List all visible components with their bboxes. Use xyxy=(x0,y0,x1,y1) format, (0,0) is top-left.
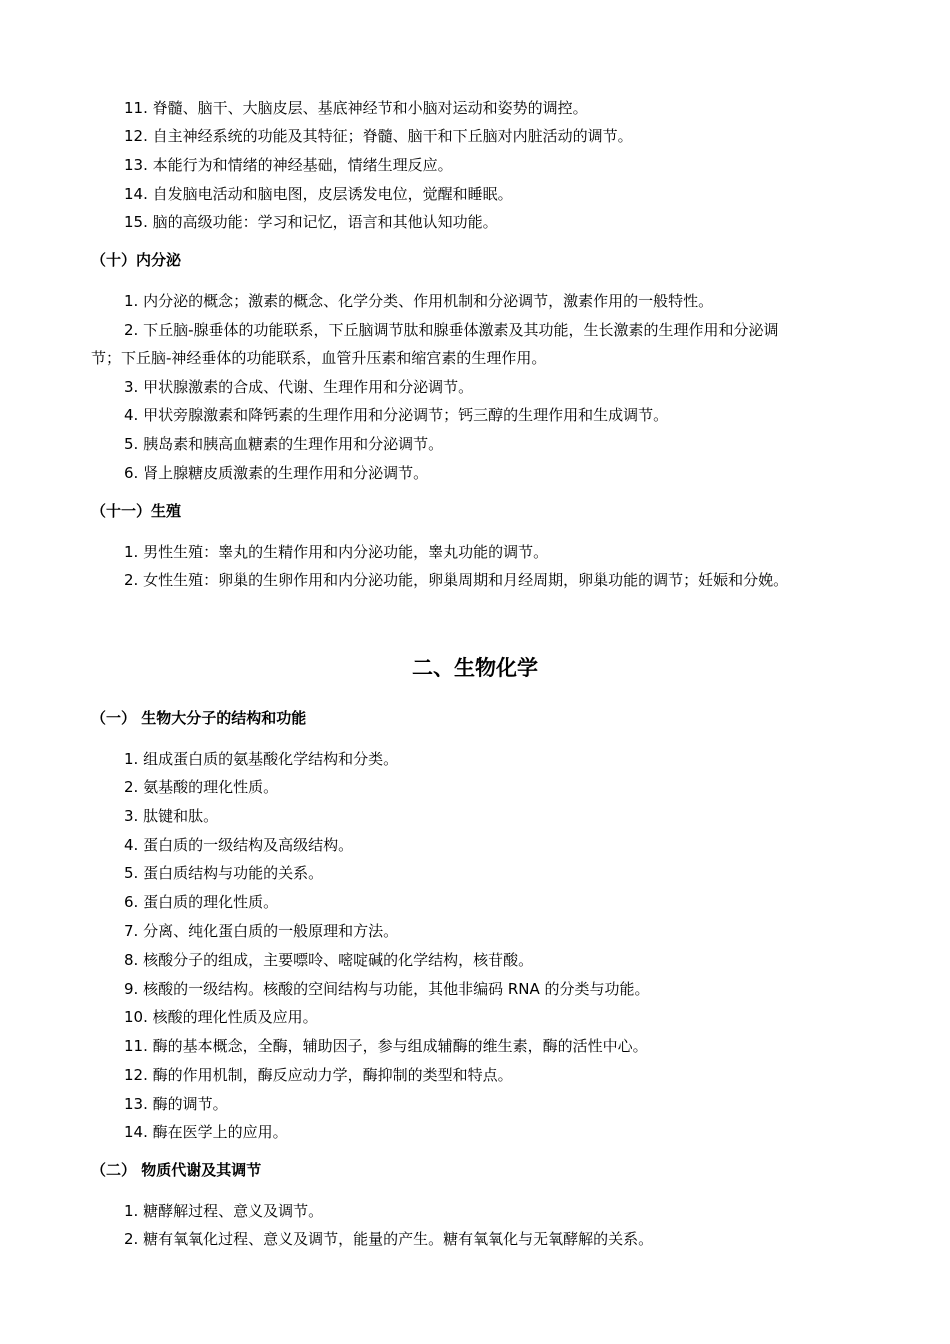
list-item: 12. 酶的作用机制，酶反应动力学，酶抑制的类型和特点。 xyxy=(124,1066,513,1084)
list-item: 1. 糖酵解过程、意义及调节。 xyxy=(124,1202,324,1220)
list-item: 5. 胰岛素和胰高血糖素的生理作用和分泌调节。 xyxy=(124,435,444,453)
list-item-continuation: 节；下丘脑-神经垂体的功能联系，血管升压素和缩宫素的生理作用。 xyxy=(91,349,547,367)
endocrine-heading: （十）内分泌 xyxy=(91,251,182,269)
list-item: 15. 脑的高级功能：学习和记忆，语言和其他认知功能。 xyxy=(124,213,498,231)
macromolecules-heading: （一） 生物大分子的结构和功能 xyxy=(91,709,307,727)
list-item: 1. 内分泌的概念；激素的概念、化学分类、作用机制和分泌调节，激素作用的一般特性。 xyxy=(124,292,714,310)
reproduction-heading: （十一）生殖 xyxy=(91,502,182,520)
section-title: 二、生物化学 xyxy=(412,656,538,680)
list-item: 2. 氨基酸的理化性质。 xyxy=(124,778,279,796)
list-item: 6. 蛋白质的理化性质。 xyxy=(124,893,279,911)
list-item: 10. 核酸的理化性质及应用。 xyxy=(124,1008,318,1026)
list-item: 4. 蛋白质的一级结构及高级结构。 xyxy=(124,836,354,854)
list-item: 14. 酶在医学上的应用。 xyxy=(124,1123,288,1141)
list-item: 11. 酶的基本概念，全酶，辅助因子，参与组成辅酶的维生素，酶的活性中心。 xyxy=(124,1037,648,1055)
list-item: 9. 核酸的一级结构。核酸的空间结构与功能，其他非编码 RNA 的分类与功能。 xyxy=(124,980,650,998)
metabolism-heading: （二） 物质代谢及其调节 xyxy=(91,1161,262,1179)
list-item: 4. 甲状旁腺激素和降钙素的生理作用和分泌调节；钙三醇的生理作用和生成调节。 xyxy=(124,406,669,424)
list-item: 3. 肽键和肽。 xyxy=(124,807,219,825)
list-item: 13. 本能行为和情绪的神经基础，情绪生理反应。 xyxy=(124,156,453,174)
list-item: 11. 脊髓、脑干、大脑皮层、基底神经节和小脑对运动和姿势的调控。 xyxy=(124,99,588,117)
list-item: 1. 男性生殖：睾丸的生精作用和内分泌功能，睾丸功能的调节。 xyxy=(124,543,549,561)
list-item: 3. 甲状腺激素的合成、代谢、生理作用和分泌调节。 xyxy=(124,378,474,396)
list-item: 2. 糖有氧氧化过程、意义及调节，能量的产生。糖有氧氧化与无氧酵解的关系。 xyxy=(124,1230,654,1248)
list-item: 13. 酶的调节。 xyxy=(124,1095,228,1113)
list-item: 1. 组成蛋白质的氨基酸化学结构和分类。 xyxy=(124,750,399,768)
list-item: 8. 核酸分子的组成，主要嘌呤、嘧啶碱的化学结构，核苷酸。 xyxy=(124,951,534,969)
list-item: 2. 女性生殖：卵巢的生卵作用和内分泌功能，卵巢周期和月经周期，卵巢功能的调节；妊娠和分娩。 xyxy=(124,571,789,589)
list-item: 14. 自发脑电活动和脑电图，皮层诱发电位，觉醒和睡眠。 xyxy=(124,185,513,203)
list-item: 7. 分离、纯化蛋白质的一般原理和方法。 xyxy=(124,922,399,940)
list-item: 2. 下丘脑-腺垂体的功能联系，下丘脑调节肽和腺垂体激素及其功能，生长激素的生理作用和分泌调 xyxy=(124,321,779,339)
list-item: 6. 肾上腺糖皮质激素的生理作用和分泌调节。 xyxy=(124,464,429,482)
list-item: 5. 蛋白质结构与功能的关系。 xyxy=(124,864,324,882)
list-item: 12. 自主神经系统的功能及其特征；脊髓、脑干和下丘脑对内脏活动的调节。 xyxy=(124,127,633,145)
